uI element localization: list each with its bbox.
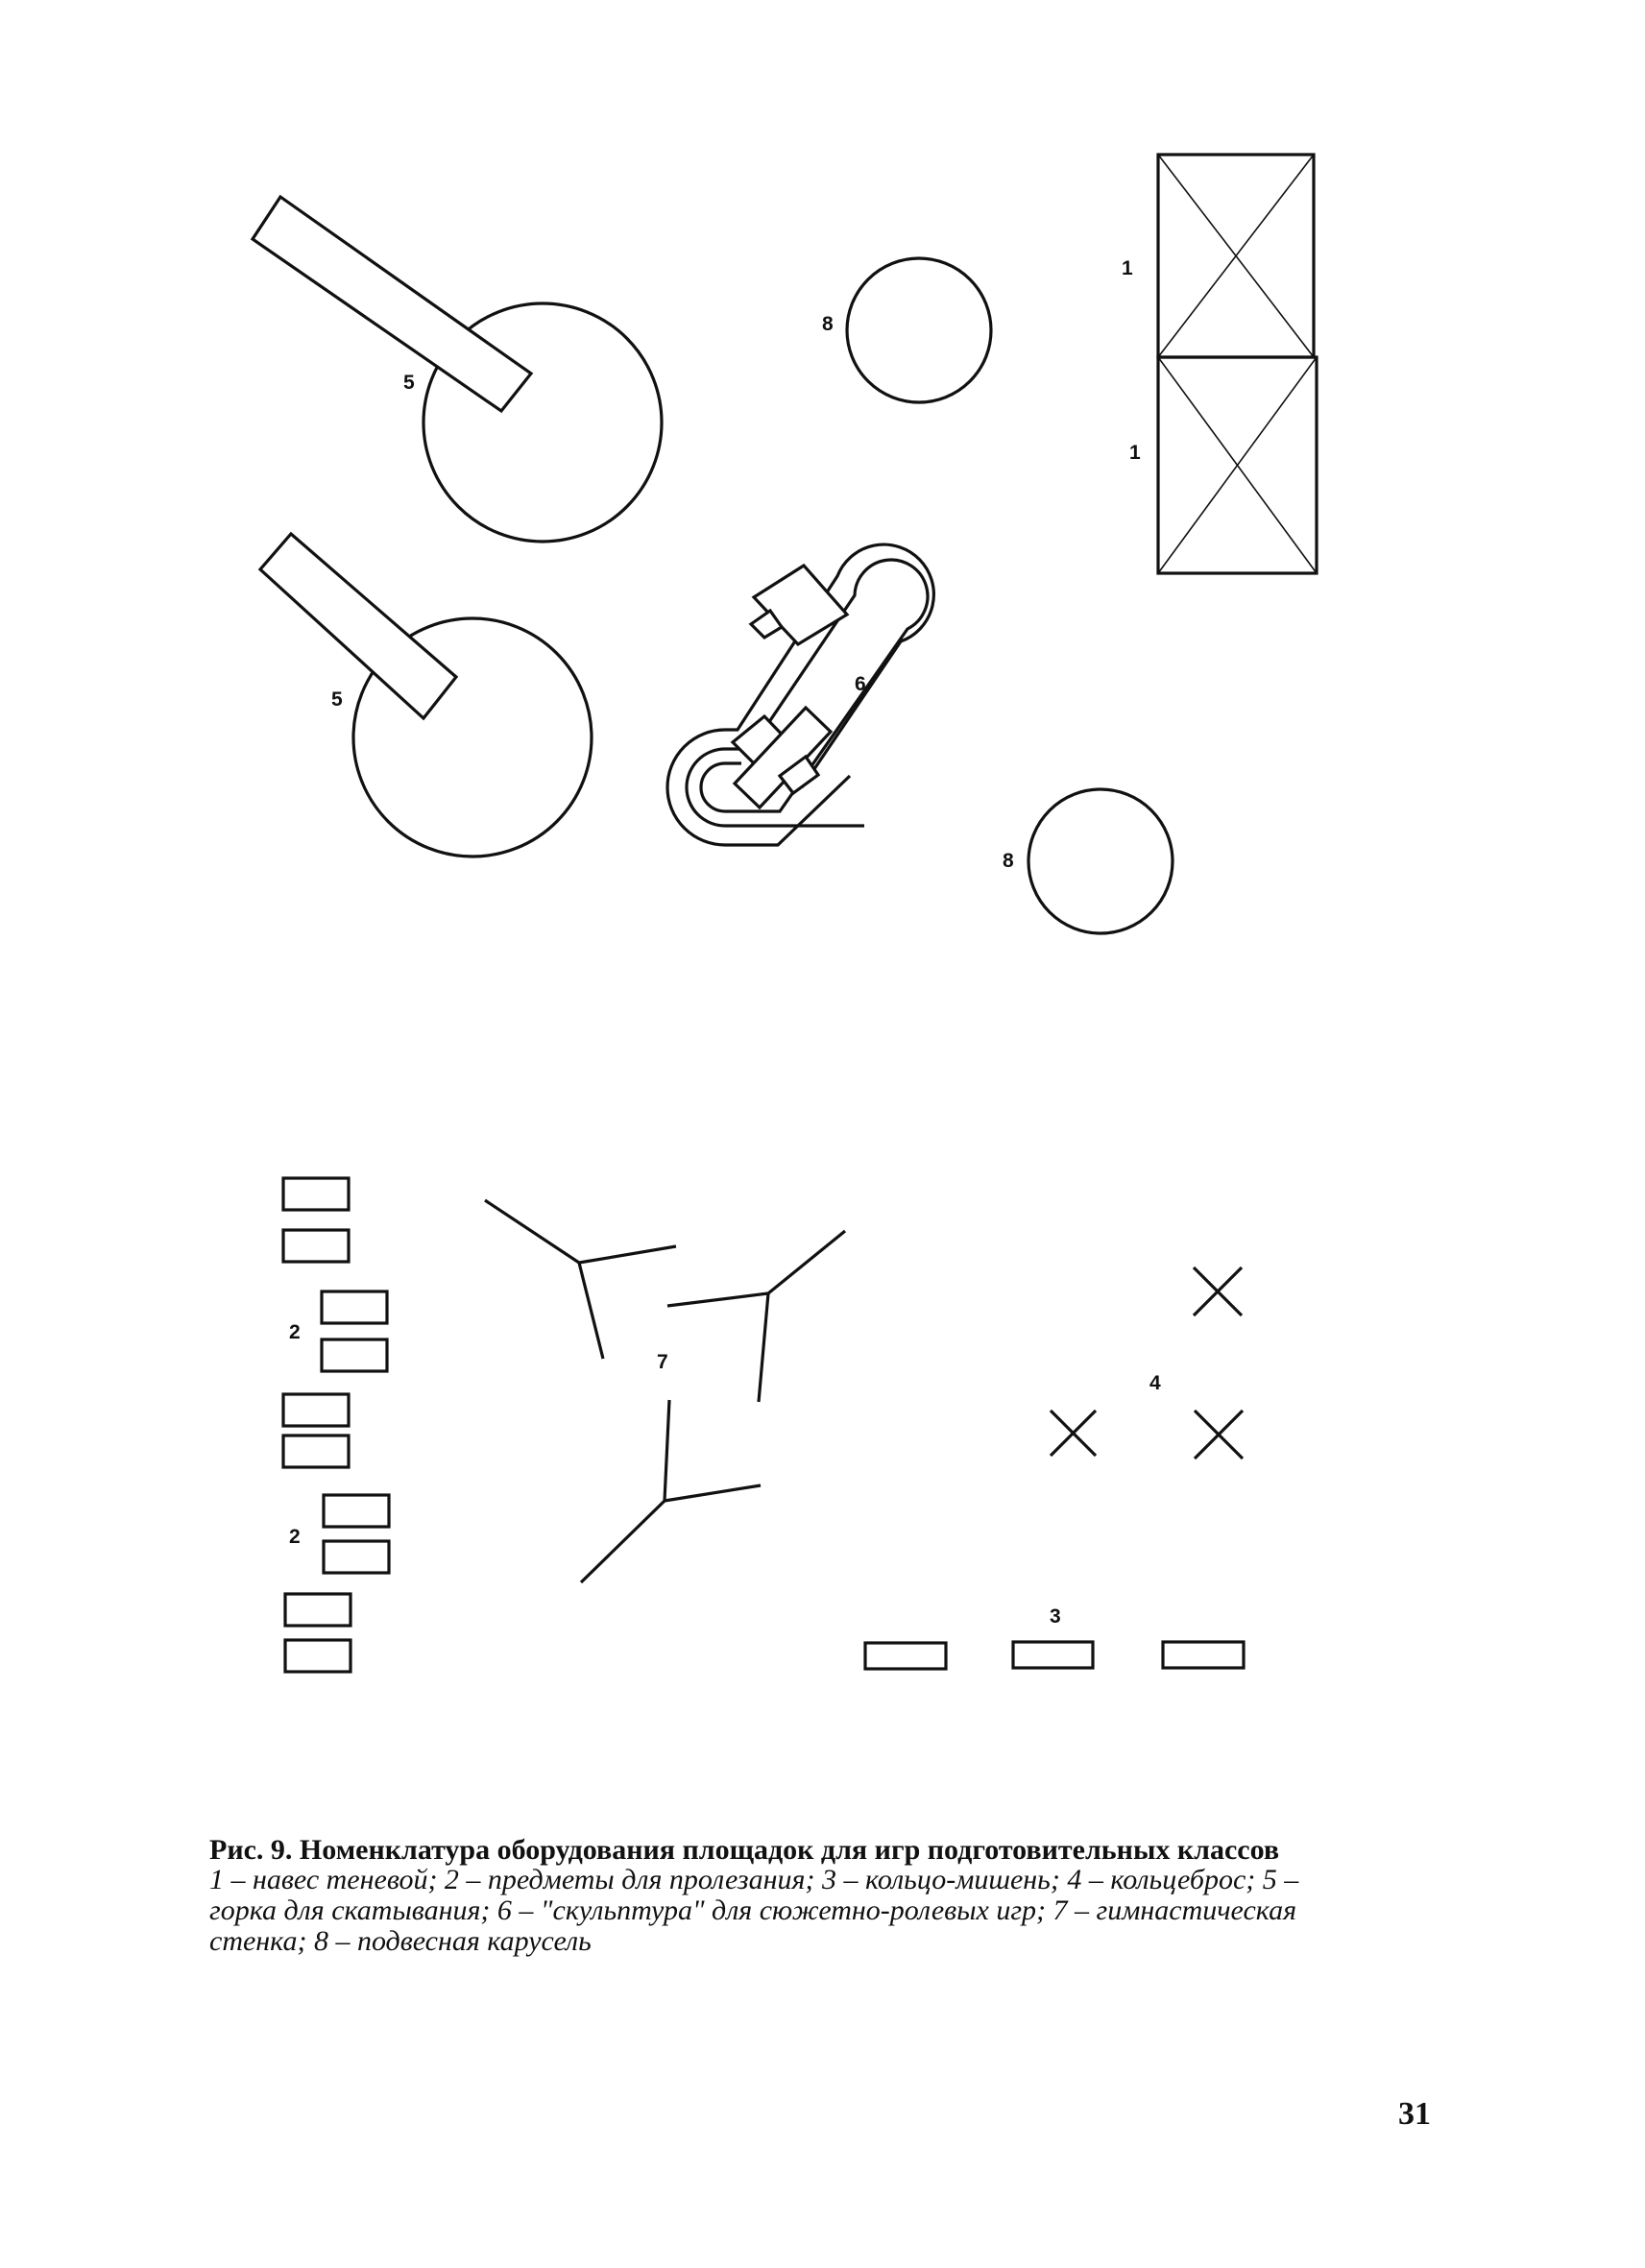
label-ring-toss: 4 <box>1149 1372 1161 1394</box>
crawl-item <box>283 1394 349 1426</box>
label-crawl-lower: 2 <box>289 1526 301 1548</box>
crawl-item <box>285 1594 351 1626</box>
carousel-upper <box>822 258 991 402</box>
crawl-item <box>283 1178 349 1210</box>
canopy-bottom <box>1129 357 1317 573</box>
ring-targets <box>865 1605 1244 1669</box>
label-wall-bars: 7 <box>657 1351 668 1373</box>
crawl-through-items <box>283 1178 389 1672</box>
label-canopy-top: 1 <box>1122 257 1133 279</box>
carousel-lower <box>1003 789 1173 933</box>
crawl-item <box>324 1495 389 1527</box>
label-crawl-upper: 2 <box>289 1321 301 1343</box>
ring-target <box>1013 1642 1093 1668</box>
crawl-item <box>283 1230 349 1262</box>
label-canopy-bottom: 1 <box>1129 442 1141 464</box>
caption-legend: 1 – навес теневой; 2 – предметы для пролезания; 3 – кольцо-мишень; 4 – кольцеброс; 5 – горка для скатывания; 6 – "скульптура" для сюжетно-ролевых игр; 7 – гимнастическая стенка; 8 – подвесная карусель <box>209 1864 1299 1957</box>
canopy-top <box>1122 155 1314 357</box>
ring-target <box>865 1643 946 1669</box>
caption-title: Рис. 9. Номенклатура оборудования площадок для игр подготовительных классов <box>209 1834 1280 1866</box>
label-carousel-lower: 8 <box>1003 850 1014 872</box>
crawl-item <box>285 1640 351 1672</box>
slide-upper <box>253 197 662 542</box>
sculpture <box>667 544 933 845</box>
figure-caption <box>209 1836 1323 1957</box>
slide-lower <box>260 534 592 857</box>
label-sculpture: 6 <box>855 673 866 695</box>
label-slide-upper: 5 <box>403 372 415 394</box>
label-ring-target: 3 <box>1050 1605 1061 1628</box>
page-number: 31 <box>1398 2096 1431 2132</box>
crawl-item <box>283 1436 349 1467</box>
ring-target <box>1163 1642 1244 1668</box>
label-slide-lower: 5 <box>331 688 343 711</box>
crawl-item <box>322 1291 387 1323</box>
crawl-item <box>324 1541 389 1573</box>
crawl-item <box>322 1339 387 1371</box>
ring-toss <box>1051 1267 1243 1459</box>
label-carousel-upper: 8 <box>822 313 834 335</box>
wall-bars <box>485 1200 845 1582</box>
